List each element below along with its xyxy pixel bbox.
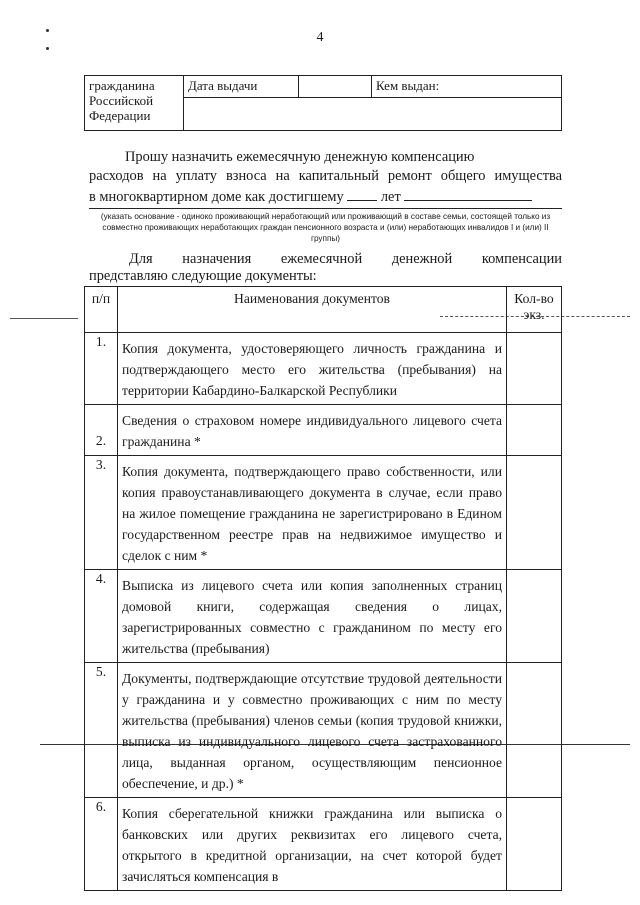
table-row [85, 570, 562, 663]
request-text [89, 148, 562, 186]
age-blank[interactable] [347, 186, 377, 201]
table-row [85, 405, 562, 456]
row-number: 2. [85, 405, 118, 456]
table-row [85, 456, 562, 570]
row-number: 1. [85, 333, 118, 405]
issued-by-label: Кем выдан: [372, 76, 562, 98]
table-row [85, 663, 562, 798]
citizen-cell [85, 76, 184, 131]
basis-blank[interactable] [404, 186, 532, 201]
header-qty-line-1: Кол-во [514, 291, 554, 306]
table-row [85, 333, 562, 405]
header-name: Наименования документов [118, 287, 507, 333]
row-quantity-field[interactable] [507, 798, 562, 891]
row-document-name: Копия сберегательной книжки гражданина или выписка о банковских или других реквизитах его лицевого счета, открытого в кредитной организации, на счет которой будет зачисляться компенсация в [118, 798, 507, 891]
footnote-rule [89, 208, 562, 209]
issue-date-field[interactable] [299, 76, 372, 98]
citizen-label-line: Российской [89, 93, 154, 108]
scan-mark [46, 47, 49, 50]
request-line-3 [89, 186, 562, 207]
row-number: 6. [85, 798, 118, 891]
citizen-label-line: Федерации [89, 108, 151, 123]
row-number: 5. [85, 663, 118, 798]
row-quantity-field[interactable] [507, 333, 562, 405]
issue-date-label: Дата выдачи [184, 76, 299, 98]
row-quantity-field[interactable] [507, 405, 562, 456]
request-line-2: расходов на уплату взноса на капитальный ремонт общего имущества [89, 168, 562, 184]
row-quantity-field[interactable] [507, 456, 562, 570]
documents-table [84, 286, 562, 891]
header-qty [507, 287, 562, 333]
identity-document-table [84, 75, 562, 131]
header-num: п/п [85, 287, 118, 333]
scan-artifact-line [10, 318, 78, 319]
row-number: 3. [85, 456, 118, 570]
row-document-name: Документы, подтверждающие отсутствие трудовой деятельности у гражданина и у совместно проживающих с ним по месту жительства (пребывания) членов семьи (копия трудовой книжки, выписка из индивидуального лицевого счета застрахованного лица, выданная органом, осуществляющим пенсионное обеспечение, и др.) * [118, 663, 507, 798]
footnote [89, 211, 562, 244]
documents-intro-line-1: Для назначения ежемесячной денежной компенсации [129, 251, 562, 267]
row-number: 4. [85, 570, 118, 663]
row-document-name: Выписка из лицевого счета или копия заполненных страниц домовой книги, содержащая сведения о лицах, зарегистрированных совместно с гражданином по месту его жительства (пребывания) [118, 570, 507, 663]
row-document-name: Сведения о страховом номере индивидуального лицевого счета гражданина * [118, 405, 507, 456]
table-row [85, 798, 562, 891]
row-document-name: Копия документа, подтверждающего право собственности, или копия правоустанавливающего документа в случае, если право на жилое помещение гражданина не зарегистрировано в Едином государственном реестре прав на недвижимое имущество и сделок с ним * [118, 456, 507, 570]
page-number: 4 [316, 30, 324, 45]
documents-table-header [85, 287, 562, 333]
citizen-label-line: гражданина [89, 78, 155, 93]
header-qty-line-2: экз. [523, 307, 545, 322]
row-quantity-field[interactable] [507, 663, 562, 798]
footnote-line-1: (указать основание - одиноко проживающий неработающий или проживающий в составе семьи, состоящей только из [100, 212, 551, 221]
issued-by-field[interactable] [184, 98, 562, 131]
row-document-name: Копия документа, удостоверяющего личность гражданина и подтверждающего место его жительства (пребывания) на территории Кабардино-Балкарской Республики [118, 333, 507, 405]
request-line-3-mid: лет [380, 189, 401, 205]
row-quantity-field[interactable] [507, 570, 562, 663]
documents-intro-line-2: представляю следующие документы: [89, 268, 317, 284]
request-line-3-start: в многоквартирном доме как достигшему [89, 189, 344, 205]
footnote-line-2: совместно проживающих неработающих граждан пенсионного возраста и (или) неработающих инвалидов I и (или) II группы) [102, 223, 549, 243]
request-line-1: Прошу назначить ежемесячную денежную компенсацию [125, 149, 475, 165]
scan-mark [46, 29, 49, 32]
